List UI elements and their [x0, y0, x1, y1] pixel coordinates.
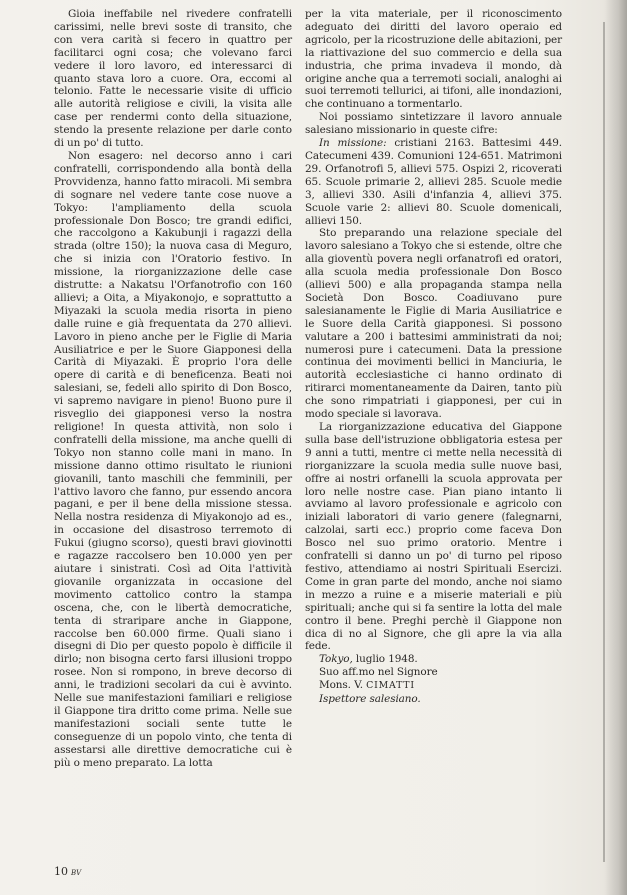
date-text: luglio 1948.: [355, 653, 418, 666]
paragraph-mission-stats: [305, 137, 562, 227]
right-column: [305, 8, 562, 706]
paragraph-tokyo-report: Sto preparando una relazione speciale del lavoro salesiano a Tokyo che si estende, oltre che alla gioventù povera negli orfanatrofi ed oratori, alla scuola media professionale Don Bosco (allievi 500) e alla propaganda stampa nella Società Don Bosco. Coadiuvano pure salesianamente le Figlie di Maria Ausiliatrice e le Suore della Carità giapponesi. Si possono valutare a 200 i battesimi amministrati da noi; numerosi pure i catecumeni. Data la pressione continua dei movimenti bellici in Manciuria, le autorità ecclesiastiche ci hanno ordinato di ritirarci momentaneamente da Dairen, tanto più che sono rimpatriati i giapponesi, per cui in modo speciale si lavorava.: [305, 227, 562, 421]
date-place: Tokyo,: [319, 653, 353, 666]
paragraph-arrival: Gioia ineffabile nel rivedere confratelli carissimi, nelle brevi soste di transito, che con vera carità si fecero in quattro per facilitarci ogni cosa; che volevano farci vedere il loro lavoro, ed interessarci di quanto stava loro a cuore. Ora, eccomi al telonio. Fatte le necessarie visite di ufficio alle autorità religiose e civili, la visita alle case per rendermi conto della situazione, stendo la presente relazione per darle conto di un po' di tutto.: [54, 8, 292, 150]
closing-salutation: Suo aff.mo nel Signore: [319, 666, 438, 679]
page-number: 10: [54, 865, 68, 878]
mission-stats-text: cristiani 2163. Battesimi 449. Catecumeni 439. Comunioni 124-651. Matrimoni 29. Orfanotrofi 5, allievi 575. Ospizi 2, ricoverati 65. Scuole primarie 2, allievi 285. Scuole medie 3, allievi 330. Asili d'infanzia 4, allievi 375. Scuole varie 2: allievi 80. Scuole domenicali, allievi 150.: [305, 137, 563, 227]
paragraph-summary-intro: Noi possiamo sintetizzare il lavoro annuale salesiano missionario in queste cifre:: [305, 111, 562, 137]
signature-prefix: Mons. V.: [319, 679, 363, 692]
page-edge-shadow: [605, 0, 627, 895]
page-mark: BV: [71, 869, 82, 877]
signature-surname: CIMATTI: [366, 680, 415, 692]
page-footer: [54, 865, 81, 878]
signature-role: Ispettore salesiano.: [319, 693, 421, 706]
left-column: [54, 8, 292, 769]
paragraph-progress: Non esagero: nel decorso anno i cari confratelli, corrispondendo alla bontà della Provvidenza, hanno fatto miracoli. Mi sembra di sognare nel vedere tante cose nuove a Tokyo: l'ampliamento della scuola professionale Don Bosco; tre grandi edifici, che raccolgono a Kakubunji i ragazzi della strada (oltre 150); la nuova casa di Meguro, che si inizia con l'Oratorio festivo. In missione, la riorganizzazione delle case distrutte: a Nakatsu l'Orfanotrofio con 160 allievi; a Oita, a Miyakonojo, e soprattutto a Miyazaki la scuola media risorta in pieno dalle ruine e già frequentata da 270 allievi. Lavoro in pieno anche per le Figlie di Maria Ausiliatrice e per le Suore Giapponesi della Carità di Miyazaki. È proprio l'ora delle opere di carità e di beneficenza. Beati noi salesiani, se, fedeli allo spirito di Don Bosco, vi sapremo navigare in pieno! Buono pure il risveglio dei giapponesi verso la nostra religione! In questa attività, non solo i confratelli della missione, ma anche quelli di Tokyo non stanno colle mani in mano. In missione danno ottimo risultato le riunioni giovanili, tanto maschili che femminili, per l'attivo lavoro che fanno, pur essendo ancora pagani, e per il bene della missione stessa. Nella nostra residenza di Miyakonojo ad es., in occasione del disastroso terremoto di Fukui (giugno scorso), questi bravi giovinotti e ragazze raccolsero ben 10.000 yen per aiutare i sinistrati. Così ad Oita l'attività giovanile organizzata in occasione del movimento cattolico contro la stampa oscena, che, con le libertà democratiche, tenta di straripare anche in Giappone, raccolse ben 60.000 firme. Quali siano i disegni di Dio per questo popolo è difficile il dirlo; non bisogna certo farsi illusioni troppo rosee. Non si rompono, in breve decorso di anni, le tradizioni secolari da cui è avvinto. Nelle sue manifestazioni familiari e religiose il Giappone tira dritto come prima. Nelle sue manifestazioni sociali sente tutte le conseguenze di un popolo vinto, che tenta di assestarsi alle direttive democratiche cui è più o meno preparato. La lotta: [54, 149, 292, 769]
date-line: [305, 653, 562, 666]
signature-name: [305, 679, 562, 693]
paragraph-continuation: per la vita materiale, per il riconoscimento adeguato dei diritti del lavoro operaio ed agricolo, per la ricostruzione delle abitazioni, per la riattivazione del suo commercio e della sua industria, che prima invadeva il mondo, dà origine anche qua a terremoti sociali, analoghi ai suoi terremoti tellurici, ai tifoni, alle inondazioni, che continuano a tormentarlo.: [305, 8, 562, 111]
mission-label: In missione:: [319, 137, 387, 150]
paragraph-education: La riorganizzazione educativa del Giappone sulla base dell'istruzione obbligatoria estesa per 9 anni a tutti, mentre ci mette nella necessità di riorganizzare la scuola media sulle nuove basi, offre ai nostri orfanelli la scuola approvata per loro nelle nostre case. Pian piano intanto li avviamo al lavoro professionale e agricolo con iniziali laboratori di vario genere (falegnarni, calzolai, sarti ecc.) proprio come faceva Don Bosco nel suo primo oratorio. Mentre i confratelli si danno un po' di turno pel riposo festivo, attendiamo ai nostri Spirituali Esercizi. Come in gran parte del mondo, anche noi siamo in mezzo a ruine e a miserie materiali e più spirituali; anche qui si fa sentire la lotta del male contro il bene. Preghi perchè il Giappone non dica di no al Signore, che gli apre la via alla fede.: [305, 421, 562, 653]
